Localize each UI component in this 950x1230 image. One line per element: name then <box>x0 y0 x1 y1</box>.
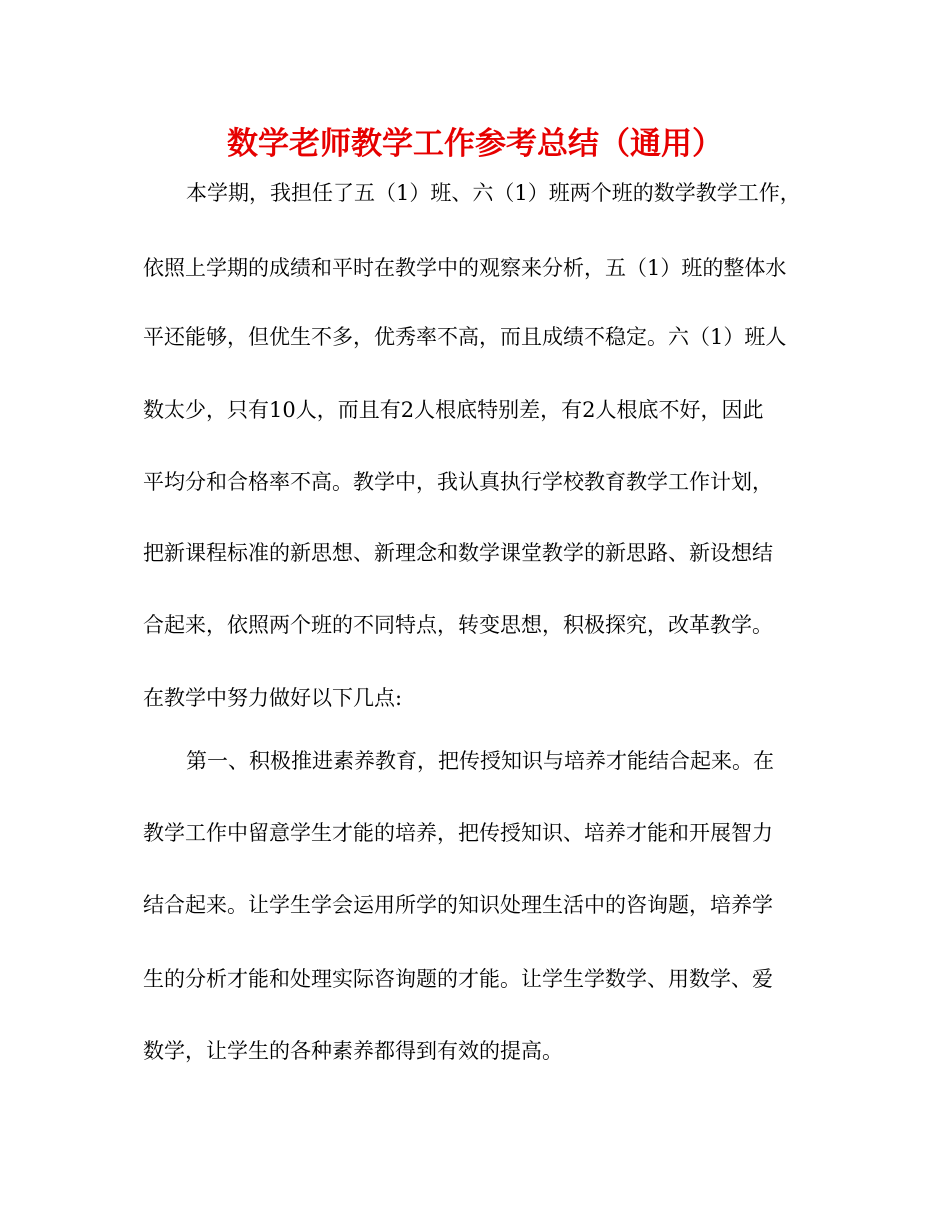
paragraph-line: 合起来，依照两个班的不同特点，转变思想，积极探究，改革教学。 <box>143 613 773 637</box>
paragraph-line: 平均分和合格率不高。教学中，我认真执行学校教育教学工作计划， <box>143 470 773 494</box>
paragraph-line: 在教学中努力做好以下几点: <box>143 686 403 710</box>
paragraph-line: 数学，让学生的各种素养都得到有效的提高。 <box>143 1039 563 1063</box>
paragraph-line: 本学期，我担任了五（1）班、六（1）班两个班的数学教学工作， <box>186 181 801 205</box>
paragraph-line: 结合起来。让学生学会运用所学的知识处理生活中的咨询题，培养学 <box>143 893 773 917</box>
paragraph-line: 教学工作中留意学生才能的培养，把传授知识、培养才能和开展智力 <box>143 821 773 845</box>
paragraph-line: 第一、积极推进素养教育，把传授知识与培养才能结合起来。在 <box>186 749 774 773</box>
paragraph-line: 生的分析才能和处理实际咨询题的才能。让学生学数学、用数学、爱 <box>143 967 773 991</box>
paragraph-line: 数太少，只有10人，而且有2人根底特别差，有2人根底不好，因此 <box>143 398 764 422</box>
paragraph-line: 平还能够，但优生不多，优秀率不高，而且成绩不稳定。六（1）班人 <box>143 325 787 349</box>
paragraph-line: 把新课程标准的新思想、新理念和数学课堂教学的新思路、新设想结 <box>143 541 773 565</box>
document-title: 数学老师教学工作参考总结（通用） <box>227 126 723 162</box>
paragraph-line: 依照上学期的成绩和平时在教学中的观察来分析，五（1）班的整体水 <box>143 256 787 280</box>
